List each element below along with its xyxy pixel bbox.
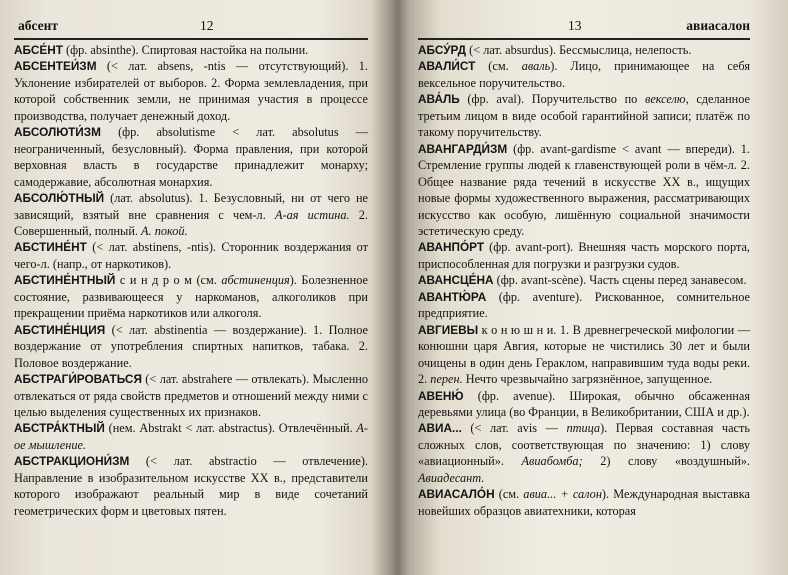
entry-text: Нечто чрезвычайно загрязнённое, запущенное. — [462, 372, 713, 387]
entry-italic: авиа... + салон — [523, 487, 602, 502]
dictionary-entry — [14, 58, 368, 124]
entry-headword: АВАНПО́РТ — [418, 240, 485, 255]
entry-text: (фр. absolutisme < лат. absolutus — неограниченный, безусловный). Форма правления, при которой верховная власть в государстве принадлежит монарху; самодержавие, абсолютная монархия. — [14, 125, 368, 189]
entry-italic: перен. — [430, 372, 463, 387]
dictionary-entry — [14, 124, 368, 190]
entry-headword: АБСТИНЕ́НЦИЯ — [14, 322, 106, 337]
left-page-header — [14, 18, 368, 40]
dictionary-entry — [14, 420, 368, 453]
entry-headword: АВАНТЮ́РА — [418, 289, 487, 304]
header-rule — [14, 38, 368, 40]
dictionary-entry — [14, 239, 368, 272]
entry-text: ). Болезненное состояние, развивающееся у наркоманов, алкоголиков при прекращении приёма наркотиков или алкоголя. — [14, 273, 369, 321]
entry-text: (< лат. absurdus). Бессмыслица, нелепость. — [466, 43, 692, 57]
entry-italic: А. покой. — [141, 223, 188, 238]
entry-text: (< лат. abstinens, -ntis). Сторонник воздержания от чего-л. (напр., от наркотиков). — [14, 240, 368, 271]
dictionary-entry — [418, 42, 750, 58]
dictionary-entry — [418, 141, 750, 240]
entry-text: с и н д р о м (см. — [115, 273, 222, 288]
entry-headword: АВА́ЛЬ — [418, 92, 460, 107]
entry-text: (< лат. avis — — [461, 421, 567, 436]
entry-text: (нем. Abstrakt < лат. abstractus). Отвлечённый. — [104, 421, 357, 436]
entry-italic: птица — [566, 421, 601, 436]
entry-headword: АБСТИНЕ́НТНЫЙ — [14, 273, 116, 288]
entry-text: (фр. avant-scène). Часть сцены перед занавесом. — [493, 273, 747, 288]
entry-text: (< лат. absens, -ntis — отсутствующий). 1. Уклонение избирателей от выборов. 2. Форма землевладения, при которой собственник земли, не принимая участия в процессе производства, получает денежный доход. — [14, 59, 368, 123]
entry-headword: АБСУ́РД — [418, 43, 467, 57]
entry-text: (фр. absinthe). Спиртовая настойка на полыни. — [62, 43, 309, 57]
right-page — [418, 0, 750, 575]
dictionary-entry — [418, 420, 750, 486]
entry-headword: АБСЕ́НТ — [14, 43, 63, 57]
entry-text: (< лат. abstrahere — отвлекать). Мысленно отвлекаться от ряда свойств предметов и отношений между ними с целью выделения существенных их признаков. — [14, 372, 368, 419]
entry-text: (фр. aval). Поручительство по — [459, 92, 645, 107]
right-page-header — [418, 18, 750, 40]
entry-italic: Авиабомба; — [521, 454, 583, 469]
left-entries — [14, 42, 368, 519]
entry-headword: АБСТРАГИ́РОВАТЬСЯ — [14, 372, 142, 387]
entry-headword: АБСТРА́КТНЫЙ — [14, 421, 105, 436]
right-entries — [418, 42, 750, 519]
entry-text: ). Международная выставка новейших образцов авиатехники, которая — [418, 487, 750, 518]
entry-italic: векселю — [645, 92, 686, 107]
entry-text: ). Первая составная часть сложных слов, соответствующая по значению: 1) слову «авиационный». — [418, 421, 750, 469]
entry-text: к о н ю ш н и. 1. В древнегреческой мифологии — конюшни царя Авгия, которые не чистились 30 лет и были очищены в один день Гераклом, направившим туда воды реки. 2. — [418, 322, 750, 387]
dictionary-entry — [14, 371, 368, 420]
entry-italic: аваль — [521, 59, 551, 74]
entry-text: , сделанное третьим лицом в виде особой гарантийной записи; платёж по такому поручительству. — [418, 92, 750, 140]
page-number: 13 — [568, 18, 582, 33]
entry-italic: А-ая истина. — [274, 207, 350, 222]
entry-headword: АБСТИНЕ́НТ — [14, 240, 87, 255]
dictionary-entry — [418, 388, 750, 421]
dictionary-entry — [14, 272, 368, 321]
dictionary-entry — [418, 289, 750, 322]
entry-text: 2) слову «воздушный». — [582, 454, 751, 469]
entry-headword: АВАНСЦЕ́НА — [418, 273, 494, 288]
entry-italic: Авиадесант. — [418, 470, 485, 485]
dictionary-entry — [418, 486, 750, 519]
running-head: абсент — [18, 18, 59, 33]
dictionary-entry — [14, 322, 368, 371]
dictionary-entry — [418, 239, 750, 272]
entry-text: (см. — [475, 59, 522, 74]
entry-headword: АВИА... — [418, 421, 462, 436]
entry-italic: А-ое мышление. — [14, 421, 368, 452]
entry-headword: АВИАСАЛО́Н — [418, 487, 495, 502]
entry-text: (лат. absolutus). 1. Безусловный, ни от чего не зависящий, взятый вне сравнения с чем-л. — [14, 191, 368, 222]
entry-text: (< лат. abstractio — отвлечение). Направление в изобразительном искусстве XX в., представители которого изображают реальный мир в виде сочетаний геометрических форм и цветовых пятен. — [14, 454, 368, 518]
header-rule — [418, 38, 750, 40]
entry-text: ). Лицо, принимающее на себя вексельное поручительство. — [418, 59, 750, 90]
entry-text: (фр. aventure). Рискованное, сомнительное предприятие. — [418, 289, 750, 321]
entry-text: (фр. avenue). Широкая, обычно обсаженная деревьями улица (во Франции, в Великобритании, США и др.). — [418, 388, 750, 419]
entry-headword: АВАНГАРДИ́ЗМ — [418, 141, 508, 156]
page-number: 12 — [200, 18, 214, 33]
running-head: авиасалон — [686, 18, 750, 33]
dictionary-entry — [418, 322, 750, 388]
entry-headword: АВЕНЮ́ — [418, 388, 464, 403]
left-page — [14, 0, 368, 575]
dictionary-entry — [418, 272, 750, 288]
entry-headword: АВГИЕВЫ — [418, 322, 479, 337]
dictionary-entry — [418, 58, 750, 91]
dictionary-entry — [14, 453, 368, 519]
dictionary-entry — [418, 91, 750, 140]
entry-text: (см. — [494, 487, 524, 502]
entry-text: 2. Совершенный, полный. — [14, 207, 369, 238]
entry-headword: АБСТРАКЦИОНИ́ЗМ — [14, 454, 130, 469]
dictionary-entry — [14, 42, 368, 58]
entry-headword: АВАЛИ́СТ — [418, 59, 476, 74]
entry-italic: абстиненция — [221, 273, 290, 288]
entry-headword: АБСОЛЮ́ТНЫЙ — [14, 191, 105, 206]
entry-headword: АБСЕНТЕИ́ЗМ — [14, 59, 97, 74]
entry-text: (< лат. abstinentia — воздержание). 1. Полное воздержание от употребления спиртных напитков, табака. 2. Половое воздержание. — [14, 322, 368, 370]
entry-text: (фр. avant-gardisme < avant — впереди). 1. Стремление группы людей к главенствующей роли в чём-л. 2. Общее название ряда течений в искусстве XX в., ищущих новые формы художественного выражения, рассматривающих искусство как особую, лишённую социальной значимости эстетическую среду. — [418, 141, 750, 238]
entry-headword: АБСОЛЮТИ́ЗМ — [14, 125, 102, 140]
entry-text: (фр. avant-port). Внешняя часть морского порта, приспособленная для погрузки и разгрузки судов. — [418, 240, 750, 271]
dictionary-entry — [14, 190, 368, 239]
